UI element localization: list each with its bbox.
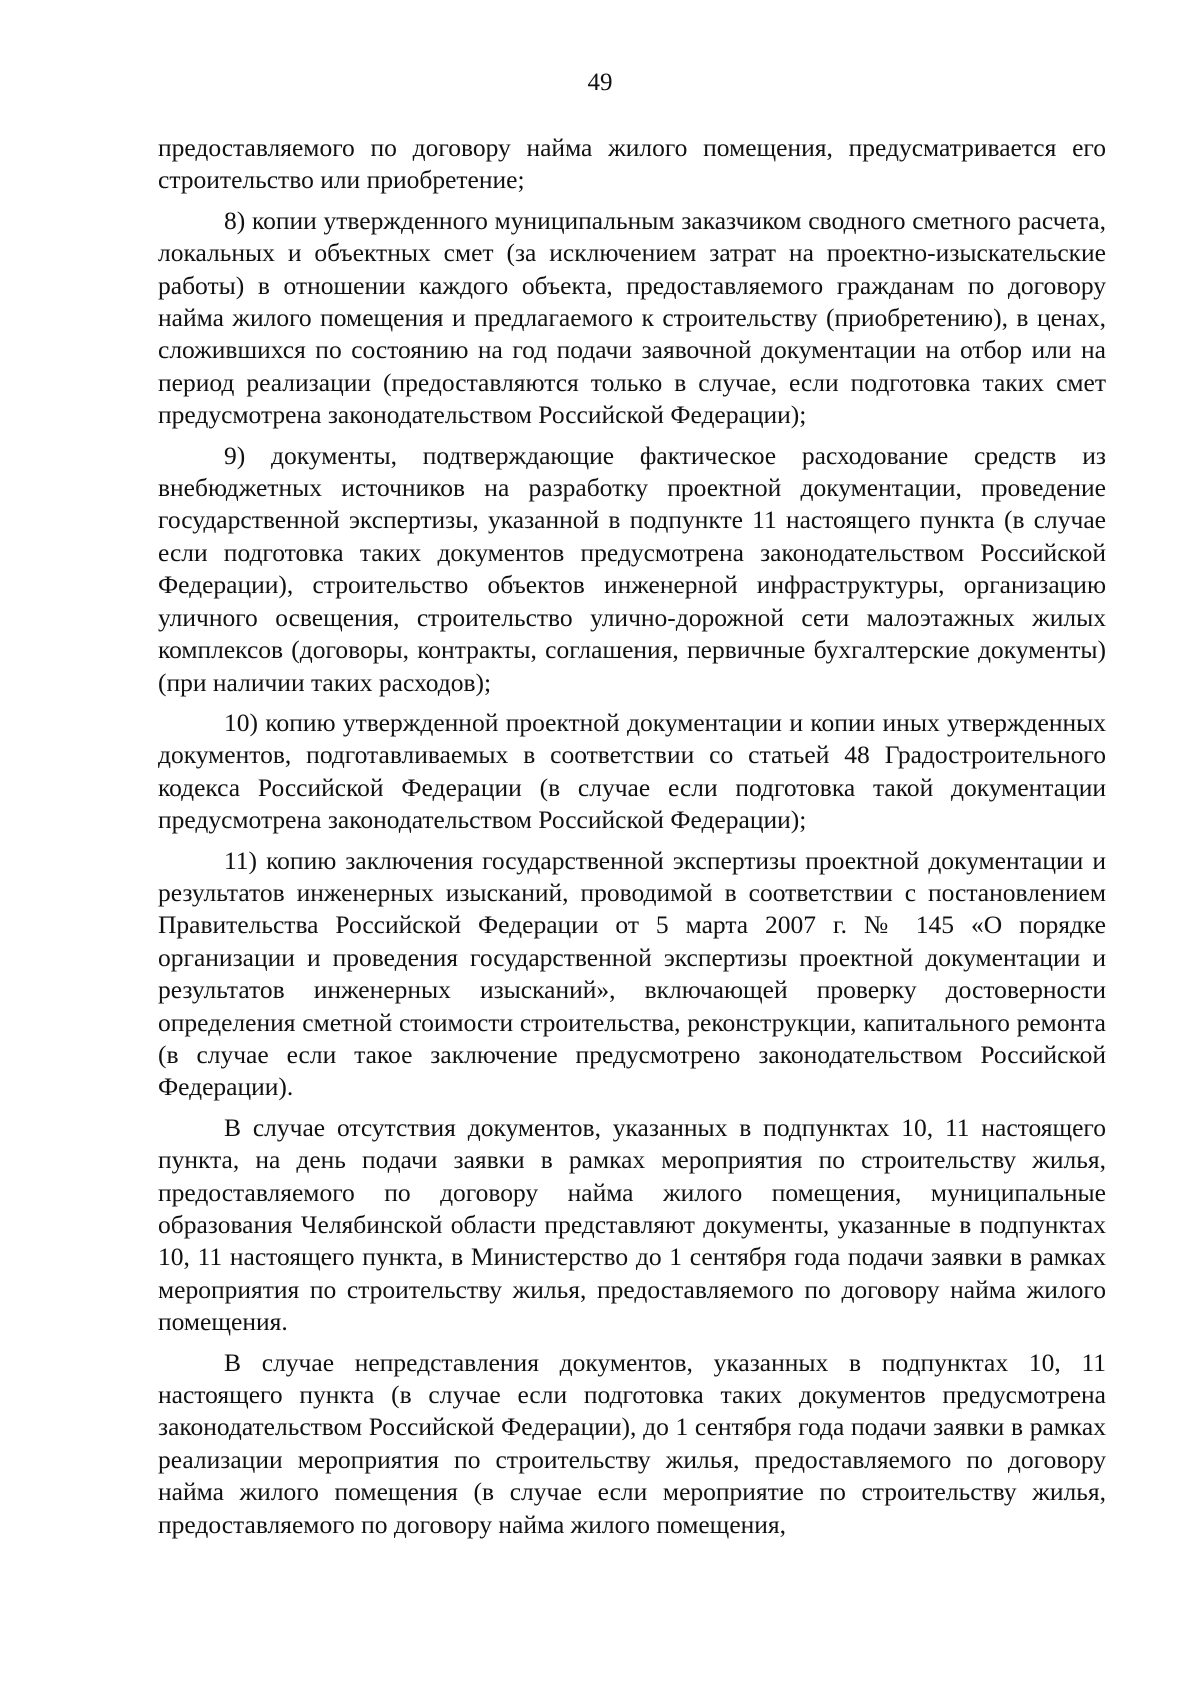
paragraph-continuation: предоставляемого по договору найма жилого помещения, предусматривается его строительство или приобретение; [158,133,1106,195]
paragraph-item-10: 10) копию утвержденной проектной документации и копии иных утвержденных документов, подготавливаемых в соответствии со статьей 48 Градостроительного кодекса Российской Федерации (в случае если подготовка такой документации предусмотрена законодательством Российской Федерации); [158,707,1106,835]
paragraph-absence-of-documents: В случае отсутствия документов, указанных в подпунктах 10, 11 настоящего пункта, на день подачи заявки в рамках мероприятия по строительству жилья, предоставляемого по договору найма жилого помещения, муниципальные образования Челябинской области представляют документы, указанные в подпунктах 10, 11 настоящего пункта, в Министерство до 1 сентября года подачи заявки в рамках мероприятия по строительству жилья, предоставляемого по договору найма жилого помещения. [158,1112,1106,1337]
paragraph-item-11: 11) копию заключения государственной экспертизы проектной документации и результатов инженерных изысканий, проводимой в соответствии с постановлением Правительства Российской Федерации от 5 марта 2007 г. № 145 «О порядке организации и проведения государственной экспертизы проектной документации и результатов инженерных изысканий», включающей проверку достоверности определения сметной стоимости строительства, реконструкции, капитального ремонта (в случае если такое заключение предусмотрено законодательством Российской Федерации). [158,845,1106,1102]
document-body [158,132,1106,1549]
paragraph-item-8: 8) копии утвержденного муниципальным заказчиком сводного сметного расчета, локальных и объектных смет (за исключением затрат на проектно-изыскательские работы) в отношении каждого объекта, предоставляемого гражданам по договору найма жилого помещения и предлагаемого к строительству (приобретению), в ценах, сложившихся по состоянию на год подачи заявочной документации на отбор или на период реализации (предоставляются только в случае, если подготовка таких смет предусмотрена законодательством Российской Федерации); [158,205,1106,430]
page-number: 49 [587,69,613,96]
paragraph-item-9: 9) документы, подтверждающие фактическое расходование средств из внебюджетных источников на разработку проектной документации, проведение государственной экспертизы, указанной в подпункте 11 настоящего пункта (в случае если подготовка таких документов предусмотрена законодательством Российской Федерации), строительство объектов инженерной инфраструктуры, организацию уличного освещения, строительство улично-дорожной сети малоэтажных жилых комплексов (договоры, контракты, соглашения, первичные бухгалтерские документы) (при наличии таких расходов); [158,440,1106,697]
paragraph-non-submission-of-documents: В случае непредставления документов, указанных в подпунктах 10, 11 настоящего пункта (в случае если подготовка таких документов предусмотрена законодательством Российской Федерации), до 1 сентября года подачи заявки в рамках реализации мероприятия по строительству жилья, предоставляемого по договору найма жилого помещения (в случае если мероприятие по строительству жилья, предоставляемого по договору найма жилого помещения, [158,1347,1106,1539]
